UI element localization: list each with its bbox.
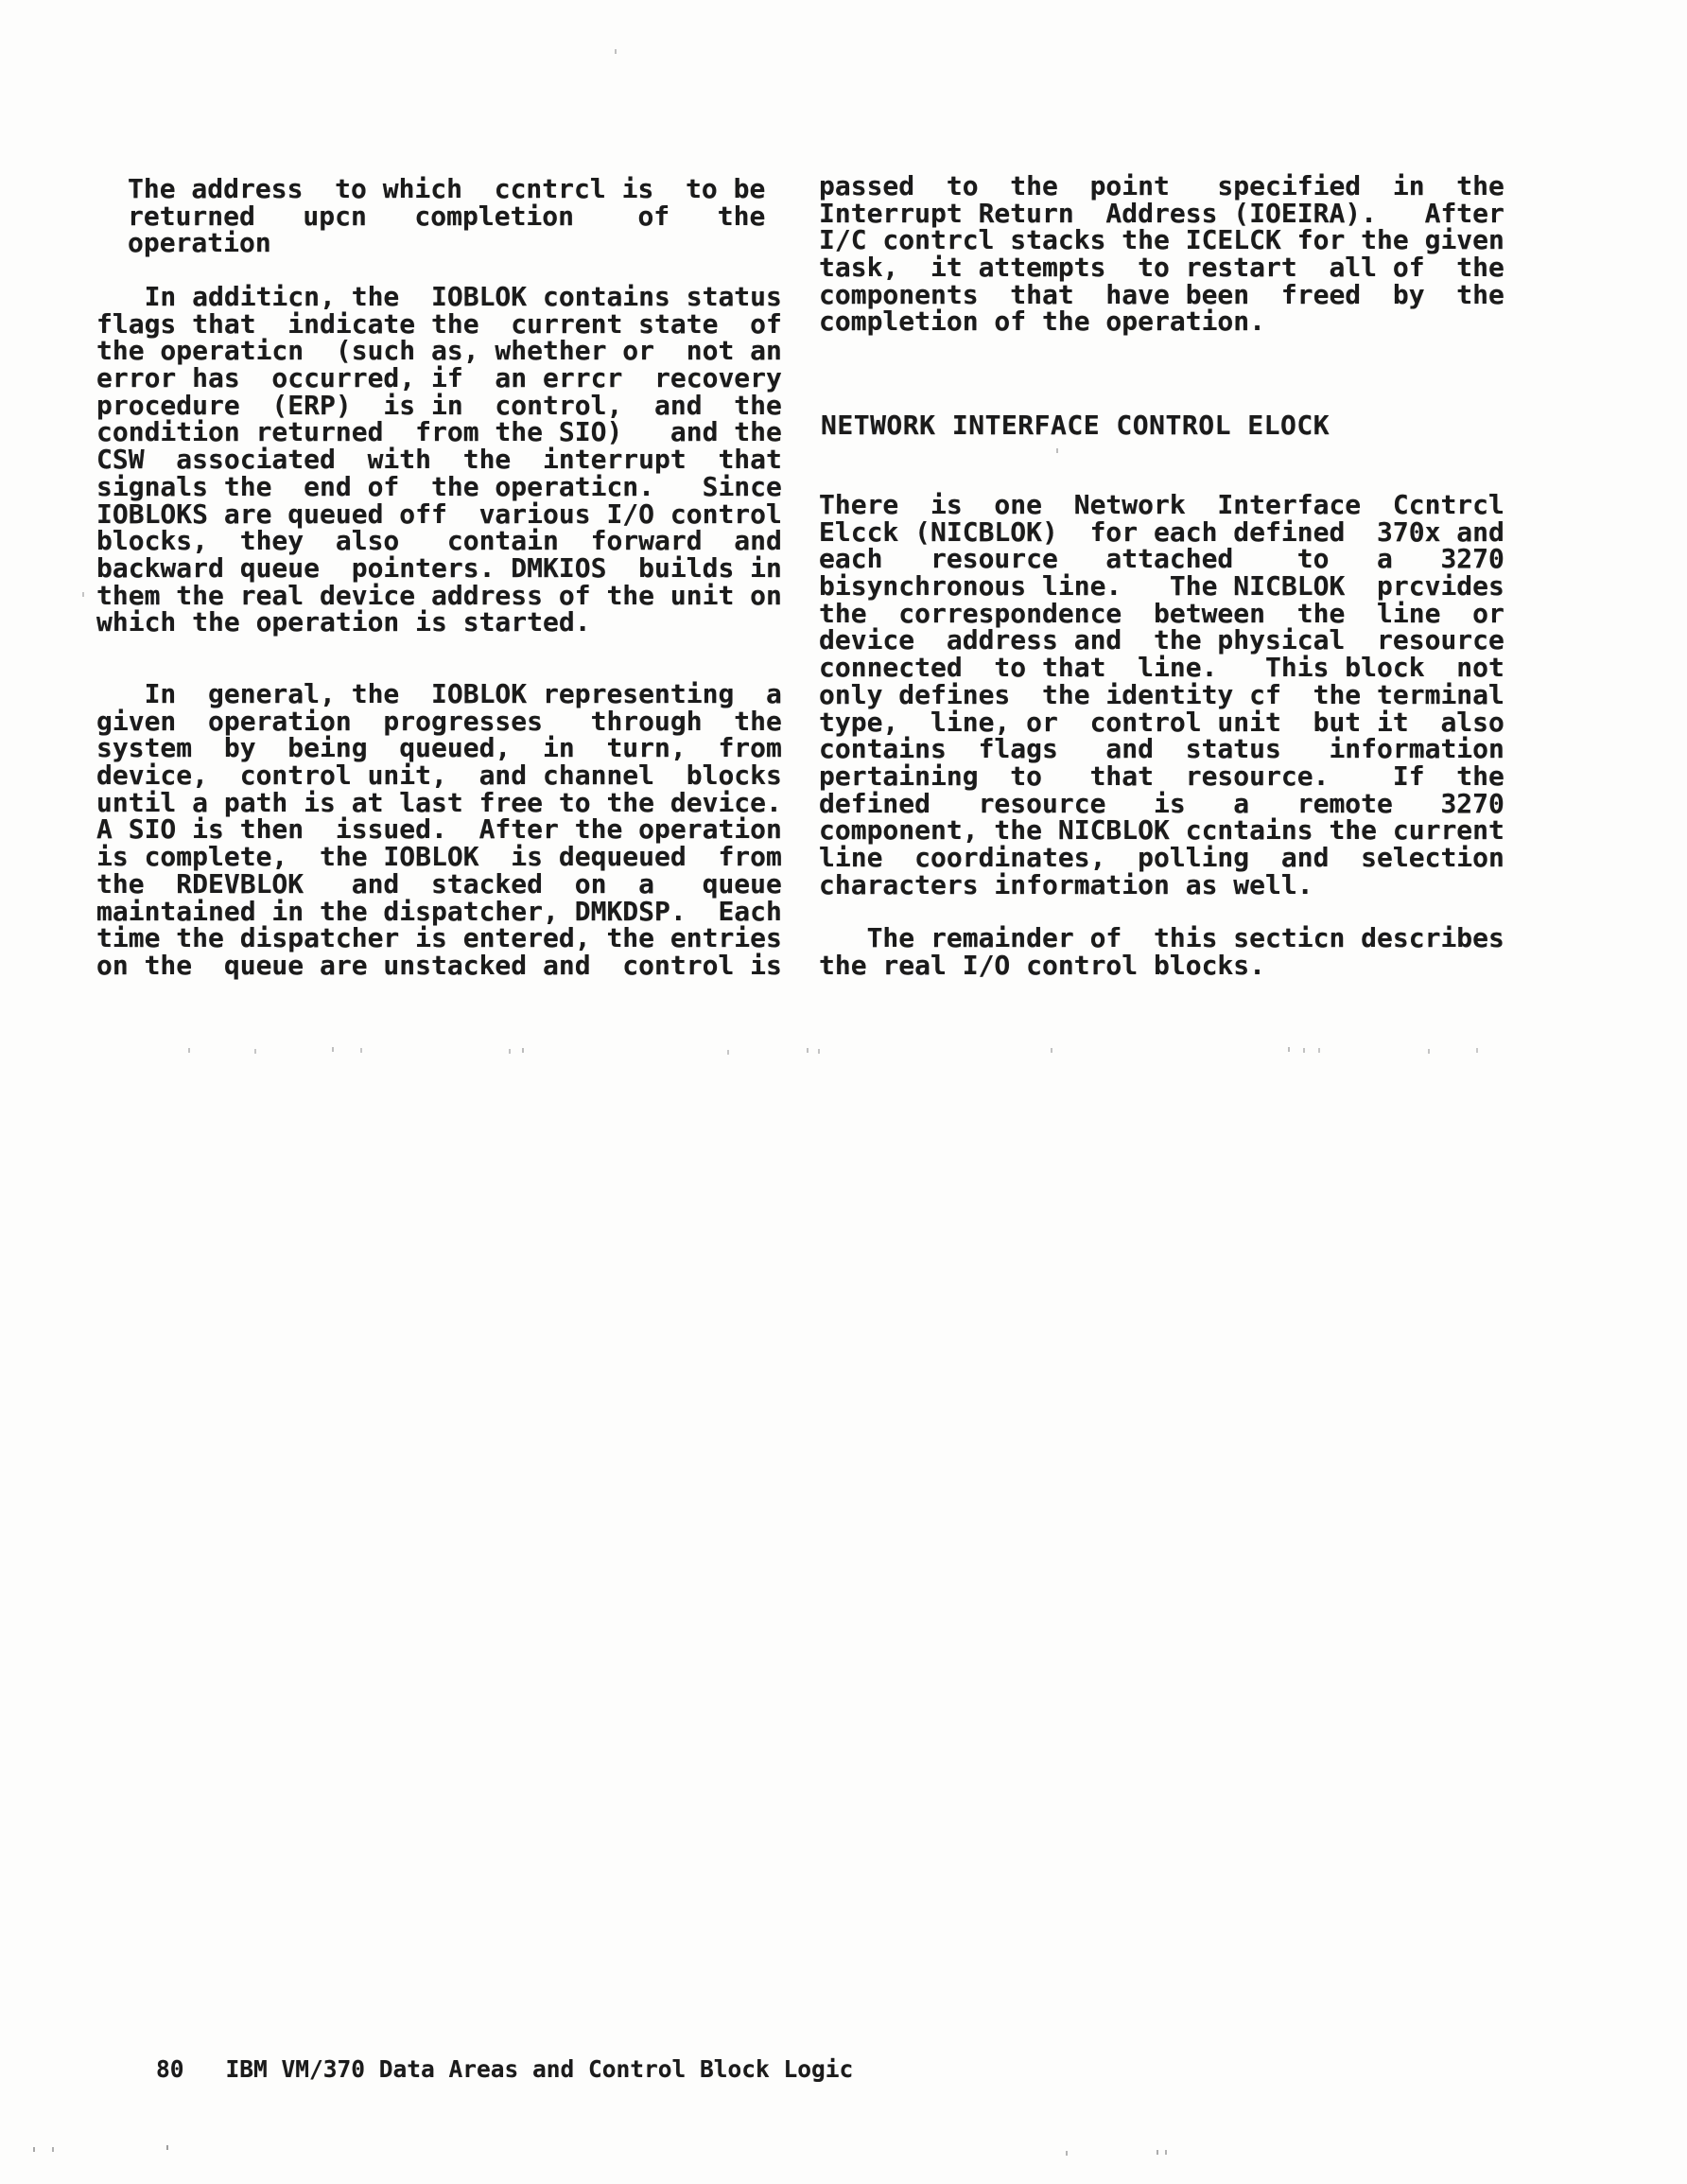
text-line: completion of the operation. <box>819 306 1266 338</box>
footer-book-title: IBM VM/370 Data Areas and Control Block Logic <box>225 2055 854 2083</box>
text-line: components that have been freed by the <box>819 278 1504 310</box>
text-line: the real I/O control blocks. <box>819 949 1266 981</box>
text-line: Interrupt Return Address (IOEIRA). After <box>819 197 1504 229</box>
paragraph-remainder <box>819 922 1504 981</box>
page-number: 80 <box>156 2055 184 2083</box>
text-line: only defines the identity cf the terminal <box>819 678 1504 710</box>
text-line: backward queue pointers. DMKIOS builds in <box>96 551 782 584</box>
page-footer <box>100 2030 853 2109</box>
text-line: type, line, or control unit but it also <box>819 706 1504 738</box>
text-line: returned upcn completion of the <box>128 200 766 232</box>
text-line: maintained in the dispatcher, DMKDSP. Each <box>96 895 782 927</box>
text-line: passed to the point specified in the <box>819 170 1504 201</box>
text-line: bisynchronous line. The NICBLOK prcvides <box>819 570 1504 603</box>
text-line: the RDEVBLOK and stacked on a queue <box>96 867 782 900</box>
text-line: pertaining to that resource. If the <box>819 760 1504 792</box>
text-line: In additicn, the IOBLOK contains status <box>96 281 782 312</box>
text-line: CSW associated with the interrupt that <box>96 444 782 476</box>
paragraph-nicblok <box>819 489 1504 900</box>
text-line: the operaticn (such as, whether or not an <box>96 335 782 367</box>
text-line: on the queue are unstacked and control is <box>96 949 782 981</box>
text-line: connected to that line. This block not <box>819 652 1504 684</box>
paragraph-interrupt-continuation <box>819 170 1504 338</box>
paragraph-ioblok-flow <box>96 678 782 981</box>
text-line: condition returned from the SIO) and the <box>96 416 782 448</box>
text-line: There is one Network Interface Ccntrcl <box>819 489 1504 520</box>
text-line: characters information as well. <box>819 868 1313 900</box>
text-line: defined resource is a remote 3270 <box>819 787 1504 819</box>
text-line: contains flags and status information <box>819 733 1504 765</box>
section-heading: NETWORK INTERFACE CONTROL ELOCK <box>821 410 1330 441</box>
text-line: I/C contrcl stacks the ICELCK for the given <box>819 224 1504 256</box>
text-line: task, it attempts to restart all of the <box>819 252 1504 284</box>
text-line: until a path is at last free to the device. <box>96 786 782 818</box>
text-line: IOBLOKS are queued off various I/O control <box>96 498 782 530</box>
text-line: device, control unit, and channel blocks <box>96 760 782 792</box>
text-line: given operation progresses through the <box>96 705 782 737</box>
text-line: In general, the IOBLOK representing a <box>96 678 782 709</box>
text-line: device address and the physical resource <box>819 624 1504 656</box>
text-line: signals the end of the operaticn. Since <box>96 470 782 502</box>
text-line: which the operation is started. <box>96 606 591 638</box>
text-line: A SIO is then issued. After the operation <box>96 813 782 846</box>
text-line: component, the NICBLOK ccntains the current <box>819 814 1504 847</box>
text-line: flags that indicate the current state of <box>96 307 782 340</box>
text-line: them the real device address of the unit on <box>96 579 782 611</box>
text-line: is complete, the IOBLOK is dequeued from <box>96 841 782 873</box>
text-line: system by being queued, in turn, from <box>96 732 782 764</box>
text-line: The address to which ccntrcl is to be <box>128 173 766 204</box>
text-line: blocks, they also contain forward and <box>96 525 782 557</box>
text-line: Elcck (NICBLOK) for each defined 370x and <box>819 515 1504 548</box>
hanging-paragraph <box>128 173 766 259</box>
text-line: each resource attached to a 3270 <box>819 543 1504 575</box>
paragraph-ioblok-status <box>96 281 782 638</box>
text-line: line coordinates, polling and selection <box>819 841 1504 873</box>
text-line: time the dispatcher is entered, the entries <box>96 922 782 954</box>
text-line: procedure (ERP) is in control, and the <box>96 389 782 421</box>
text-line: the correspondence between the line or <box>819 597 1504 629</box>
text-line: error has occurred, if an errcr recovery <box>96 362 782 394</box>
text-line: operation <box>128 227 271 259</box>
scan-noise-artifacts <box>0 0 2 5</box>
text-line: The remainder of this secticn describes <box>819 922 1504 953</box>
